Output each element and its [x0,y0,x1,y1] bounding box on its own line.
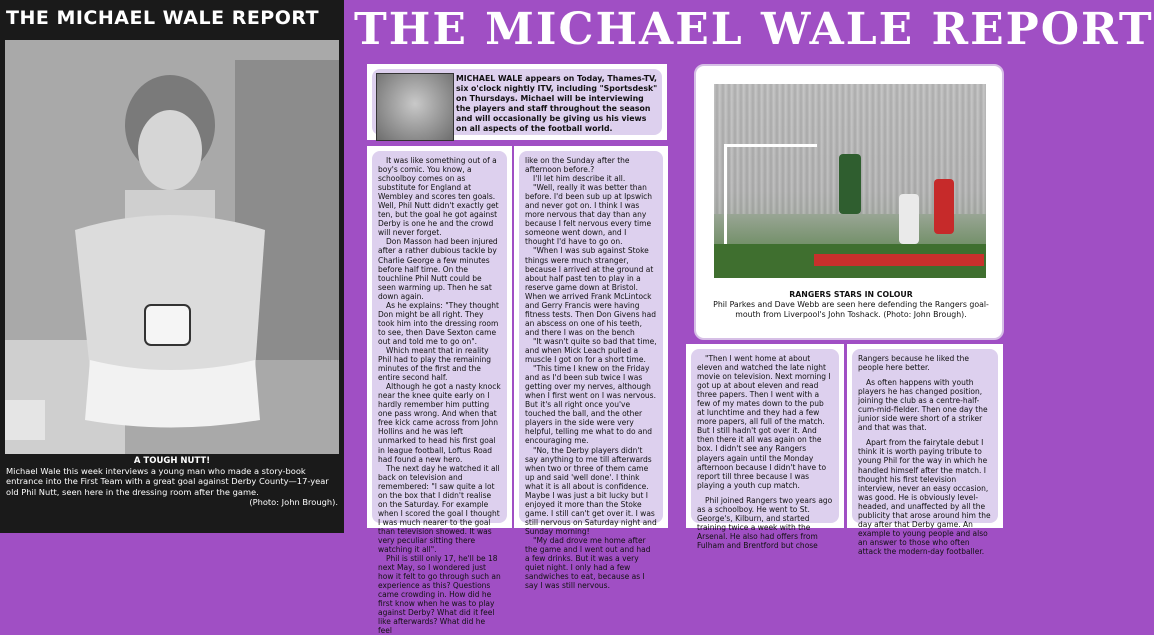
paragraph: like on the Sunday after the afternoon before.? [525,156,630,175]
paragraph: Although he got a nasty knock near the knee quite early on I hardly remember him putting one pass wrong. And when that free kick came across from John Hollins and he was left unmarked to head his first goal in league football, Loftus Road had found a new hero. [378,382,501,464]
paragraph: As often happens with youth players he has changed position, joining the club as a centre-half-cum-mid-fielder. Then one day the junior side were short of a striker and that was that. [858,378,988,433]
article-column-4 [847,344,1003,556]
match-photo-caption-body: Phil Parkes and Dave Webb are seen here defending the Rangers goal-mouth from Liverpool's John Toshack. (Photo: John Brough). [713,300,989,319]
article-column-1 [367,146,512,635]
paragraph: Rangers because he liked the people here better. [858,354,969,373]
paragraph: It was like something out of a boy's comic. You know, a schoolboy comes on as substitute for England at Wembley and scores ten goals. Well, Phil Nutt didn't exactly get ten, but the goal he got against Derby is one he and the crowd will never forget. [378,156,499,238]
left-page [0,0,344,533]
player-photo [5,40,339,454]
left-page-title: THE MICHAEL WALE REPORT [6,7,320,29]
paragraph: The next day he watched it all back on television and remembered: "I saw quite a lot on the box that I didn't realise on the Saturday. For example when I scored the goal I thought I was much nearer to the goal than television showed. It was very peculiar sitting there watching it all". [378,463,500,555]
paragraph: I'll let him describe it all. [533,174,626,184]
paragraph: "No, the Derby players didn't say anything to me till afterwards when two or three of them came up and said 'well done'. I think what it is all about is confidence. Maybe I was just a bit lucky but I enjoyed it more than the Stoke game. I still can't get over it. I was still nervous on Saturday night and Sunday morning! [525,445,657,536]
left-caption-credit: (Photo: John Brough). [249,496,338,507]
paragraph: Which meant that in reality Phil had to play the remaining minutes of the first and the entire second half. [378,345,492,383]
left-photo-caption [6,456,338,528]
paragraph: "Then I went home at about eleven and watched the late night movie on television. Next morning I got up at about eleven and read three papers. Then I went with a few of my mates down to the pub at lunchtime and they had a few more papers, all full of the match. But I still hadn't got over it. And then there it all was again on the box. I didn't see any Rangers players again until the Monday afternoon because I didn't have to report till three because I was playing a youth cup match. [697,354,831,490]
left-caption-title: A TOUGH NUTT! [133,456,211,466]
paragraph: As he explains: "They thought Don might be all right. They took him into the dressing room to see, then Dave Sexton came out and told me to go on". [378,300,499,346]
paragraph: Don Masson had been injured after a rather dubious tackle by Charlie George a few minutes before half time. On the touchline Phil Nutt could be seen warming up. Then he sat down again. [378,237,498,301]
paragraph: "This time I knew on the Friday and as I'd been sub twice I was getting over my nerves, although when I first went on I was nervous. But it's all right once you've touched the ball, and the other players in the side were very helpful, telling me what to do and encouraging me. [525,364,656,446]
paragraph: Phil is still only 17, he'll be 18 next May, so I wondered just how it felt to go through such an experience as this? Questions came crowding in. How did he first know when he was to play against Derby? What did it feel like afterwards? What did he feel [378,554,501,635]
paragraph: "It wasn't quite so bad that time, and when Mick Leach pulled a muscle I got on for a short time. [525,336,657,365]
left-caption-body: Michael Wale this week interviews a young man who made a story-book entrance into the First Team with a great goal against Derby County—17-year old Phil Nutt, seen here in the dressing room after the game. [6,466,329,497]
article-column-2 [514,146,668,591]
match-photo-caption-title: RANGERS STARS IN COLOUR [789,290,913,299]
match-photo-box [694,64,1004,340]
match-photo [714,84,986,278]
paragraph: "When I was sub against Stoke things were much stranger, because I arrived at the ground at about half past ten to play in a reserve game down at Bristol. When we arrived Frank McLintock and Gerry Francis were having fitness tests. Then Don Givens had an abscess on one of his teeth, and there I was on the bench [525,246,657,337]
michael-wale-portrait [376,73,454,141]
player-photo-illustration [5,40,339,454]
paragraph: "Well, really it was better than before. I'd been sub up at Ipswich and never got on. I think I was more nervous that day than any because I felt nervous every time someone went down, and I thought I'd have to go on. [525,183,653,247]
right-page-title: THE MICHAEL WALE REPORT [354,4,1154,55]
bio-box [367,64,667,140]
paragraph: Apart from the fairytale debut I think it is worth paying tribute to young Phil for the way in which he handled himself after the match. I thought his first television interview, never an easy occasion, was good. He is obviously level-headed, and unaffected by all the publicity that arose around him the day after that Derby game. An example to young people and also an answer to those who often attack the modern-day footballer. [858,438,991,556]
article-column-3 [686,344,844,550]
match-photo-caption [706,290,996,320]
paragraph: Phil joined Rangers two years ago as a schoolboy. He went to St. George's, Kilburn, and started training twice a week with the Arsenal. He also had offers from Fulham and Brentford but chose [697,495,833,550]
bio-text: MICHAEL WALE appears on Today, Thames-TV, six o'clock nightly ITV, including "Sportsdesk" on Thursdays. Michael will be interviewing the players and staff throughout the season and will occasionally be giving us his views on all aspects of the football world. [456,74,658,133]
paragraph: "My dad drove me home after the game and I went out and had a few drinks. But it was a very quiet night. I only had a few sandwiches to eat, because as I say I was still nervous. [525,535,651,591]
